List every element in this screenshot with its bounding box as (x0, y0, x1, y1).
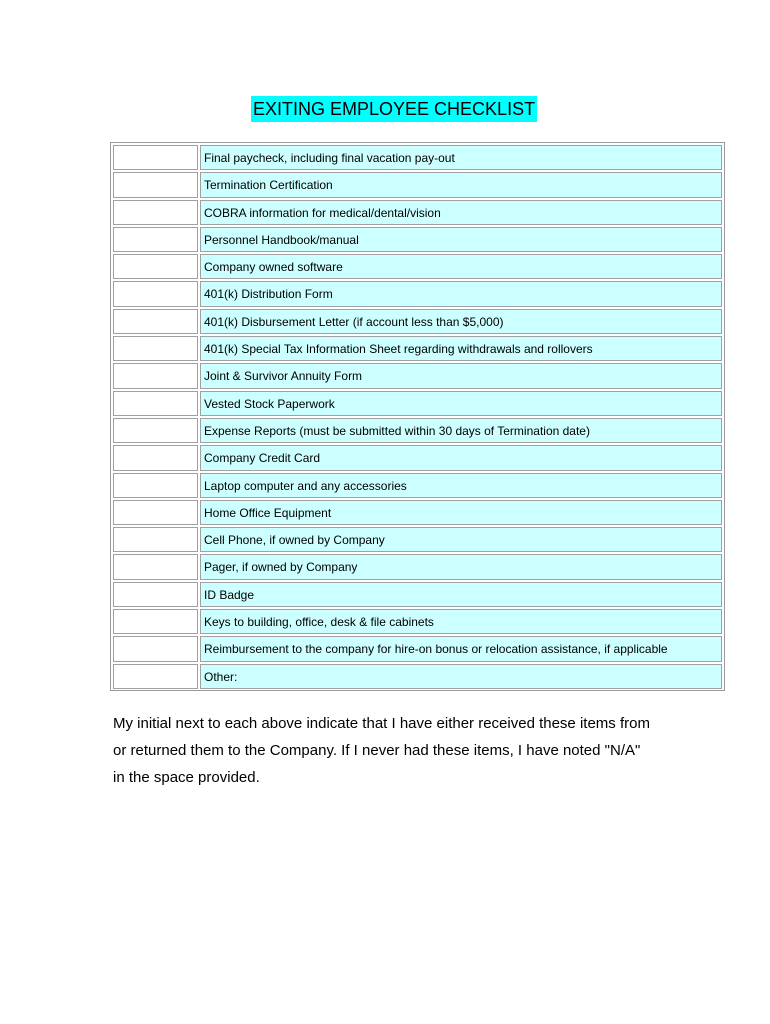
checklist-item-label: Termination Certification (200, 172, 722, 197)
checklist-item-label: COBRA information for medical/dental/vision (200, 200, 722, 225)
initial-field[interactable] (113, 281, 198, 306)
initial-field[interactable] (113, 309, 198, 334)
checklist-row (112, 335, 723, 362)
checklist-row (112, 472, 723, 499)
statement-line: in the space provided. (113, 769, 260, 786)
initial-field[interactable] (113, 200, 198, 225)
checklist-row (112, 308, 723, 335)
checklist-item-label: Laptop computer and any accessories (200, 473, 722, 498)
checklist-item-label: Company Credit Card (200, 445, 722, 470)
checklist-item-label: 401(k) Distribution Form (200, 281, 722, 306)
initial-field[interactable] (113, 582, 198, 607)
page-title: EXITING EMPLOYEE CHECKLIST (251, 96, 537, 122)
checklist-item-label: Personnel Handbook/manual (200, 227, 722, 252)
checklist-row (112, 390, 723, 417)
checklist-row (112, 171, 723, 198)
initial-field[interactable] (113, 664, 198, 689)
checklist-table (110, 142, 725, 691)
checklist-row (112, 144, 723, 171)
initial-field[interactable] (113, 254, 198, 279)
initial-field[interactable] (113, 172, 198, 197)
checklist-item-label: Cell Phone, if owned by Company (200, 527, 722, 552)
checklist-row (112, 417, 723, 444)
initial-field[interactable] (113, 336, 198, 361)
checklist-row (112, 253, 723, 280)
checklist-item-label: Vested Stock Paperwork (200, 391, 722, 416)
checklist-item-label: 401(k) Special Tax Information Sheet regarding withdrawals and rollovers (200, 336, 722, 361)
checklist-row (112, 635, 723, 662)
acknowledgement-statement (113, 710, 713, 791)
initial-field[interactable] (113, 363, 198, 388)
checklist-item-label: Expense Reports (must be submitted within 30 days of Termination date) (200, 418, 722, 443)
checklist-item-label: Final paycheck, including final vacation pay-out (200, 145, 722, 170)
checklist-row (112, 581, 723, 608)
checklist-row (112, 362, 723, 389)
initial-field[interactable] (113, 527, 198, 552)
checklist-item-label: 401(k) Disbursement Letter (if account less than $5,000) (200, 309, 722, 334)
checklist-row (112, 444, 723, 471)
checklist-item-label: ID Badge (200, 582, 722, 607)
statement-line: or returned them to the Company. If I never had these items, I have noted "N/A" (113, 742, 641, 759)
checklist-item-label: Joint & Survivor Annuity Form (200, 363, 722, 388)
checklist-item-label: Company owned software (200, 254, 722, 279)
initial-field[interactable] (113, 500, 198, 525)
checklist-row (112, 499, 723, 526)
statement-line: My initial next to each above indicate that I have either received these items from (113, 715, 650, 732)
initial-field[interactable] (113, 145, 198, 170)
checklist-row (112, 553, 723, 580)
checklist-item-label: Other: (200, 664, 722, 689)
initial-field[interactable] (113, 473, 198, 498)
checklist-row (112, 280, 723, 307)
checklist-item-label: Home Office Equipment (200, 500, 722, 525)
initial-field[interactable] (113, 391, 198, 416)
initial-field[interactable] (113, 609, 198, 634)
checklist-item-label: Keys to building, office, desk & file cabinets (200, 609, 722, 634)
initial-field[interactable] (113, 445, 198, 470)
checklist-row (112, 199, 723, 226)
checklist-item-label: Reimbursement to the company for hire-on bonus or relocation assistance, if applicable (200, 636, 722, 661)
initial-field[interactable] (113, 636, 198, 661)
initial-field[interactable] (113, 227, 198, 252)
checklist-row (112, 226, 723, 253)
checklist-item-label: Pager, if owned by Company (200, 554, 722, 579)
checklist-row (112, 526, 723, 553)
checklist-row (112, 663, 723, 690)
checklist-row (112, 608, 723, 635)
initial-field[interactable] (113, 554, 198, 579)
initial-field[interactable] (113, 418, 198, 443)
